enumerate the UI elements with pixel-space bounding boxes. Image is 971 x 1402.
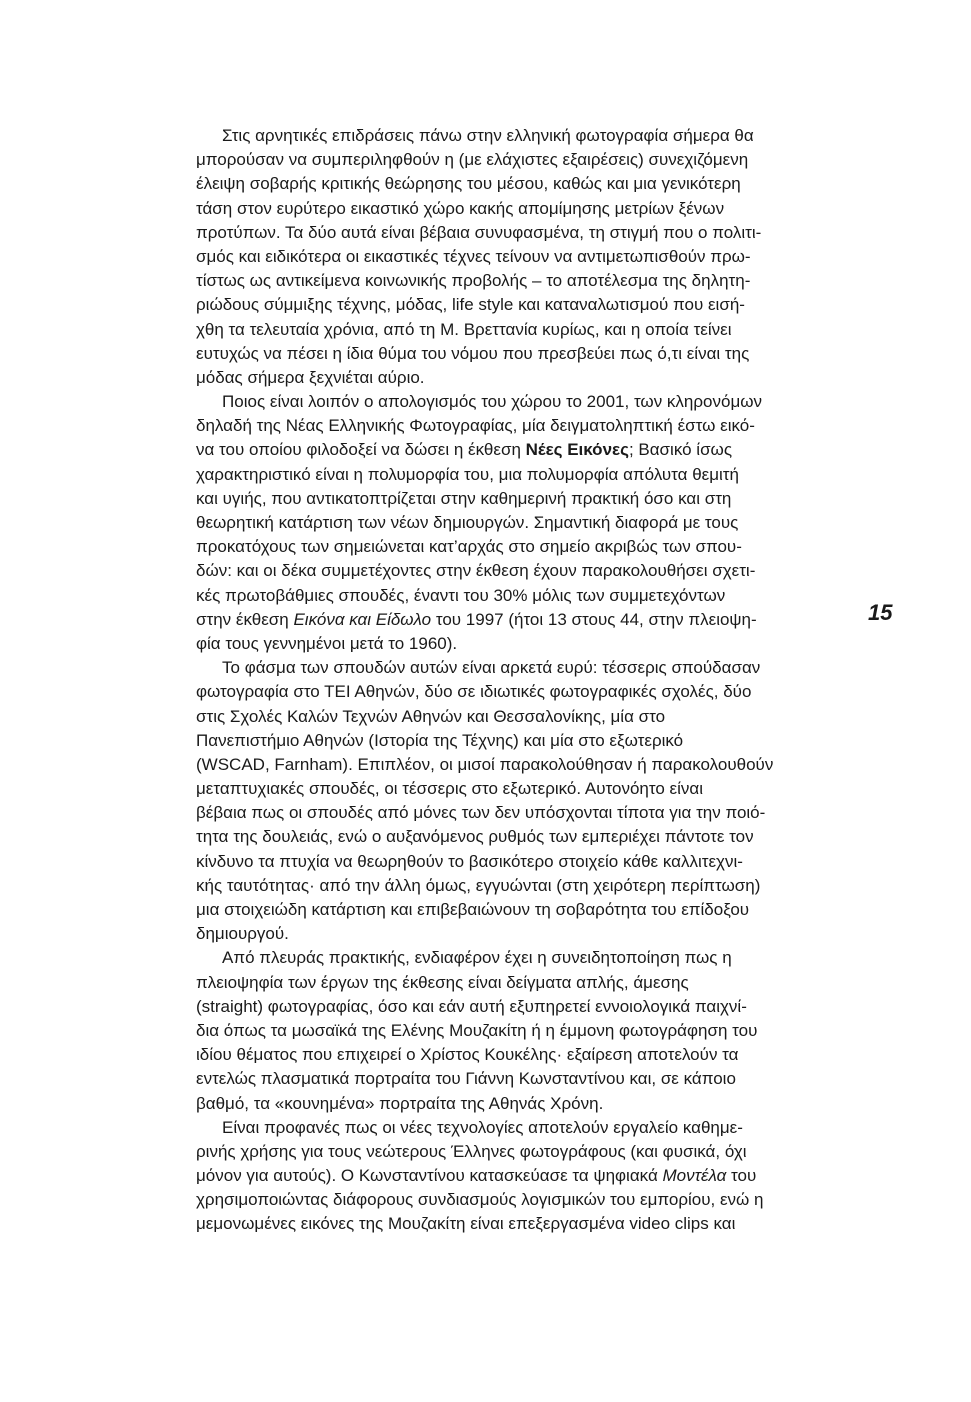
paragraph bbox=[196, 1116, 848, 1237]
text-line bbox=[196, 342, 848, 366]
text-run: και υγιής, που αντικατοπτρίζεται στην καθημερινή πρακτική όσο και στη bbox=[196, 488, 732, 508]
text-run: σμός και ειδικότερα οι εικαστικές τέχνες τείνουν να αντιμετωπισθούν πρω- bbox=[196, 246, 751, 266]
text-line bbox=[196, 414, 848, 438]
text-line bbox=[196, 825, 848, 849]
text-line bbox=[196, 898, 848, 922]
text-run: εντελώς πλασματικά πορτραίτα του Γιάννη Κωνσταντίνου και, σε κάποιο bbox=[196, 1069, 736, 1089]
text-line bbox=[196, 390, 848, 414]
text-run: έλειψη σοβαρής κριτικής θεώρησης του μέσου, καθώς και μια γενικότερη bbox=[196, 174, 741, 194]
text-line bbox=[196, 318, 848, 342]
text-run: μεταπτυχιακές σπουδές, οι τέσσερις στο εξωτερικό. Αυτονόητο είναι bbox=[196, 779, 703, 799]
text-run: βαθμό, τα «κουνημένα» πορτραίτα της Αθηνάς Χρόνη. bbox=[196, 1093, 604, 1113]
text-run: Πανεπιστήμιο Αθηνών (Ιστορία της Τέχνης) και μία στο εξωτερικό bbox=[196, 730, 684, 750]
text-run: τίστως ως αντικείμενα κοινωνικής προβολής – το αποτέλεσμα της δηλητη- bbox=[196, 271, 751, 291]
text-line bbox=[196, 463, 848, 487]
text-line bbox=[196, 1067, 848, 1091]
text-line bbox=[196, 269, 848, 293]
text-run: στην έκθεση bbox=[196, 609, 294, 629]
text-line bbox=[196, 705, 848, 729]
text-line bbox=[196, 172, 848, 196]
text-run: Στις αρνητικές επιδράσεις πάνω στην ελληνική φωτογραφία σήμερα θα bbox=[222, 126, 754, 145]
text-run: ρινής χρήσης για τους νεώτερους Έλληνες φωτογράφους (και φυσικά, όχι bbox=[196, 1141, 747, 1161]
paragraph bbox=[196, 124, 848, 390]
text-line bbox=[196, 680, 848, 704]
text-run: ριώδους σύμμιξης τέχνης, μόδας, life style και καταναλωτισμού που εισή- bbox=[196, 295, 745, 315]
text-run: να του οποίου φιλοδοξεί να δώσει η έκθεση bbox=[196, 440, 526, 460]
text-line bbox=[196, 487, 848, 511]
text-run: μπορούσαν να συμπεριληφθούν η (με ελάχιστες εξαιρέσεις) συνεχιζόμενη bbox=[196, 150, 749, 170]
text-run: δηλαδή της Νέας Ελληνικής Φωτογραφίας, μία δειγματοληπτική έστω εικό- bbox=[196, 416, 755, 436]
text-line bbox=[196, 874, 848, 898]
text-line bbox=[196, 1140, 848, 1164]
text-run: φωτογραφία στο ΤΕΙ Αθηνών, δύο σε ιδιωτικές φωτογραφικές σχολές, δύο bbox=[196, 682, 752, 702]
text-run: θεωρητική κατάρτιση των νέων δημιουργών. Σημαντική διαφορά με τους bbox=[196, 513, 739, 532]
text-line bbox=[196, 777, 848, 801]
text-line bbox=[196, 753, 848, 777]
text-line bbox=[196, 559, 848, 583]
text-line bbox=[196, 801, 848, 825]
bold-title: Νέες Εικόνες bbox=[525, 440, 629, 460]
text-run: μια στοιχειώδη κατάρτιση και επιβεβαιώνουν τη σοβαρότητα του επίδοξου bbox=[196, 900, 750, 919]
text-line bbox=[196, 850, 848, 874]
text-run: (straight) φωτογραφίας, όσο και εάν αυτή εξυπηρετεί εννοιολογικά παιχνί- bbox=[196, 996, 747, 1016]
text-line bbox=[196, 221, 848, 245]
text-run: ευτυχώς να πέσει η ίδια θύμα του νόμου που πρεσβεύει πως ό,τι είναι της bbox=[196, 343, 750, 363]
text-run: του bbox=[726, 1166, 757, 1186]
text-line bbox=[196, 148, 848, 172]
text-line bbox=[196, 293, 848, 317]
text-run: ιδίου θέματος που επιχειρεί ο Χρίστος Κουκέλης· εξαίρεση αποτελούν τα bbox=[196, 1045, 739, 1065]
text-run: κές πρωτοβάθμιες σπουδές, έναντι του 30% μόλις των συμμετεχόντων bbox=[196, 585, 726, 605]
text-line bbox=[196, 922, 848, 946]
text-run: δών: και οι δέκα συμμετέχοντες στην έκθεση έχουν παρακολουθήσει σχετι- bbox=[196, 561, 756, 581]
text-run: μόνον για αυτούς). Ο Κωνσταντίνου κατασκεύασε τα ψηφιακά bbox=[196, 1166, 663, 1186]
text-line bbox=[196, 511, 848, 535]
text-run: χαρακτηριστικό είναι η πολυμορφία του, μια πολυμορφία απόλυτα θεμιτή bbox=[196, 464, 739, 484]
paragraph bbox=[196, 946, 848, 1115]
text-line bbox=[196, 1212, 848, 1236]
text-line bbox=[196, 1092, 848, 1116]
text-run: προτύπων. Τα δύο αυτά είναι βέβαια συνυφασμένα, τη στιγμή που ο πολιτι- bbox=[196, 222, 762, 242]
text-run: δια όπως τα μωσαϊκά της Ελένης Μουζακίτη ή η έμμονη φωτογράφηση του bbox=[196, 1020, 758, 1040]
text-run: βέβαια πως οι σπουδές από μόνες των δεν υπόσχονται τίποτα για την ποιό- bbox=[196, 803, 766, 823]
text-line bbox=[196, 1164, 848, 1188]
text-line bbox=[196, 632, 848, 656]
text-line bbox=[196, 971, 848, 995]
text-run: φία τους γεννημένοι μετά το 1960). bbox=[196, 633, 458, 653]
text-run: δημιουργού. bbox=[196, 924, 289, 944]
text-run: Από πλευράς πρακτικής, ενδιαφέρον έχει η συνειδητοποίηση πως η bbox=[222, 948, 732, 968]
text-run: του 1997 (ήτοι 13 στους 44, στην πλειοψη- bbox=[431, 609, 757, 629]
text-line bbox=[196, 1019, 848, 1043]
text-line bbox=[196, 245, 848, 269]
text-line bbox=[196, 366, 848, 390]
text-run: πλειοψηφία των έργων της έκθεσης είναι δείγματα απλής, άμεσης bbox=[196, 972, 689, 992]
paragraph bbox=[196, 656, 848, 946]
text-run: κής ταυτότητας· από την άλλη όμως, εγγυώνται (στη χειρότερη περίπτωση) bbox=[196, 875, 761, 895]
text-run: τάση στον ευρύτερο εικαστικό χώρο κακής απομίμησης μετρίων ξένων bbox=[196, 198, 725, 218]
text-line bbox=[196, 584, 848, 608]
body-text bbox=[196, 124, 848, 1237]
text-run: μόδας σήμερα ξεχνιέται αύριο. bbox=[196, 367, 425, 387]
text-run: τητα της δουλειάς, ενώ ο αυξανόμενος ρυθμός των εμπεριέχει πάντοτε τον bbox=[196, 827, 754, 847]
text-run: (WSCAD, Farnham). Επιπλέον, οι μισοί παρακολούθησαν ή παρακολουθούν bbox=[196, 754, 774, 774]
paragraph bbox=[196, 390, 848, 656]
text-run: μεμονωμένες εικόνες της Μουζακίτη είναι επεξεργασμένα video clips και bbox=[196, 1214, 736, 1234]
text-line bbox=[196, 995, 848, 1019]
italic-title: Εικόνα και Είδωλο bbox=[293, 609, 432, 629]
text-run: ; Βασικό ίσως bbox=[628, 440, 733, 460]
text-run: χρησιμοποιώντας διάφορους συνδιασμούς λογισμικών του εμπορίου, ενώ η bbox=[196, 1190, 764, 1210]
text-line bbox=[196, 1188, 848, 1212]
text-line bbox=[196, 1043, 848, 1067]
text-line bbox=[196, 1116, 848, 1140]
text-line bbox=[196, 197, 848, 221]
text-line bbox=[196, 124, 848, 148]
italic-title: Μοντέλα bbox=[662, 1166, 727, 1186]
page-number: 15 bbox=[868, 600, 893, 625]
text-run: Είναι προφανές πως οι νέες τεχνολογίες αποτελούν εργαλείο καθημε- bbox=[222, 1117, 743, 1137]
text-line bbox=[196, 656, 848, 680]
text-line bbox=[196, 535, 848, 559]
text-run: στις Σχολές Καλών Τεχνών Αθηνών και Θεσσαλονίκης, μία στο bbox=[196, 706, 666, 726]
text-line bbox=[196, 729, 848, 753]
text-run: χθη τα τελευταία χρόνια, από τη Μ. Βρεττανία κυρίως, και η οποία τείνει bbox=[196, 319, 732, 339]
text-line bbox=[196, 608, 848, 632]
text-run: Ποιος είναι λοιπόν ο απολογισμός του χώρου το 2001, των κληρονόμων bbox=[222, 392, 763, 412]
text-line bbox=[196, 438, 848, 462]
text-line bbox=[196, 946, 848, 970]
text-run: προκατόχους των σημειώνεται κατ’αρχάς στο σημείο ακριβώς των σπου- bbox=[196, 537, 742, 557]
text-run: κίνδυνο τα πτυχία να θεωρηθούν το βασικότερο στοιχείο κάθε καλλιτεχνι- bbox=[196, 851, 743, 871]
text-run: Το φάσμα των σπουδών αυτών είναι αρκετά ευρύ: τέσσερις σπούδασαν bbox=[222, 658, 761, 678]
